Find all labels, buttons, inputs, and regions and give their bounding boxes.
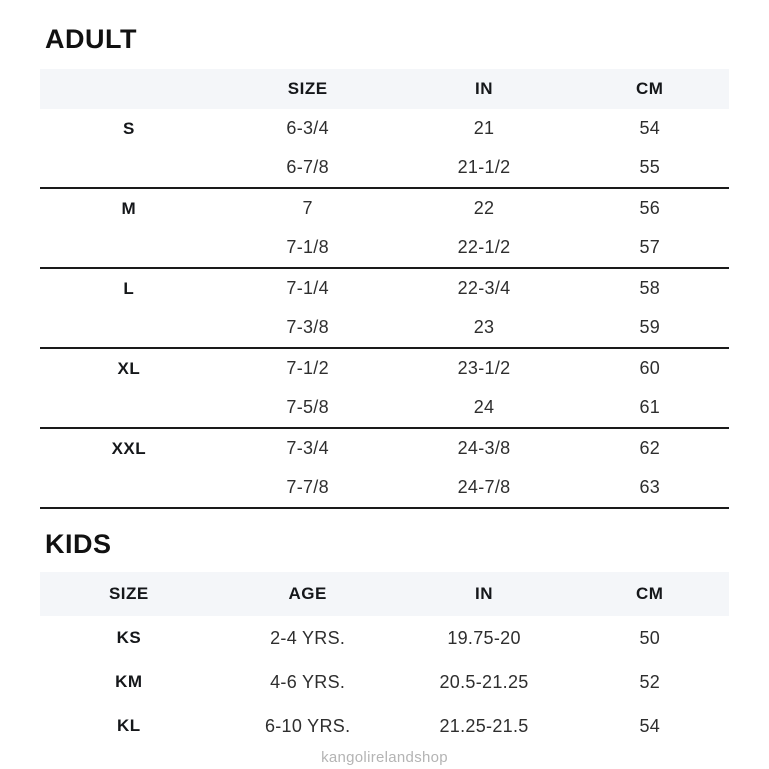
adult-cm-value: 63 — [639, 477, 661, 497]
adult-hat-size-value: 7-5/8 — [286, 397, 329, 417]
adult-cm-value: 55 — [639, 157, 661, 177]
adult-hat-size-value: 7-1/2 — [286, 358, 329, 378]
table-row — [40, 269, 729, 308]
adult-hat-size-value: 7-3/4 — [286, 438, 329, 458]
adult-col-header-in: IN — [475, 79, 494, 98]
adult-hat-size-value: 7-1/8 — [286, 237, 329, 257]
table-row — [40, 148, 729, 187]
kids-age-value: 2-4 YRS. — [270, 627, 346, 648]
adult-inches-value: 24-7/8 — [457, 477, 511, 497]
kids-cm-value: 52 — [639, 671, 661, 692]
adult-cm-value: 54 — [639, 118, 661, 138]
adult-table-header-row — [40, 69, 729, 109]
adult-inches-value: 23 — [473, 317, 495, 337]
kids-size-label: KS — [116, 628, 142, 647]
table-row — [40, 704, 729, 748]
adult-cm-value: 61 — [639, 397, 661, 417]
adult-inches-value: 22 — [473, 198, 495, 218]
adult-cm-value: 62 — [639, 438, 661, 458]
adult-size-table — [40, 69, 729, 509]
adult-cm-value: 60 — [639, 358, 661, 378]
adult-size-label: L — [123, 278, 135, 298]
kids-size-label: KL — [117, 716, 141, 735]
adult-size-label: XXL — [111, 438, 147, 458]
kids-col-header-cm: CM — [636, 584, 664, 603]
table-row — [40, 308, 729, 347]
kids-cm-value: 54 — [639, 715, 661, 736]
adult-inches-value: 22-1/2 — [457, 237, 511, 257]
kids-inches-value: 19.75-20 — [447, 627, 521, 648]
kids-cm-value: 50 — [639, 627, 661, 648]
kids-age-value: 6-10 YRS. — [264, 715, 351, 736]
table-row — [40, 349, 729, 388]
kids-inches-value: 21.25-21.5 — [439, 715, 529, 736]
kids-size-table — [40, 572, 729, 748]
adult-size-label: S — [122, 118, 135, 138]
adult-size-group-l — [40, 269, 729, 349]
adult-inches-value: 21-1/2 — [457, 157, 511, 177]
adult-inches-value: 22-3/4 — [457, 278, 511, 298]
kids-size-label: KM — [115, 672, 143, 691]
table-row — [40, 388, 729, 427]
adult-cm-value: 59 — [639, 317, 661, 337]
watermark: kangolirelandshop — [321, 749, 448, 766]
table-row — [40, 189, 729, 228]
adult-inches-value: 23-1/2 — [457, 358, 511, 378]
adult-cm-value: 58 — [639, 278, 661, 298]
kids-col-header-in: IN — [475, 584, 494, 603]
table-row — [40, 660, 729, 704]
table-row — [40, 109, 729, 148]
kids-inches-value: 20.5-21.25 — [439, 671, 529, 692]
table-row — [40, 616, 729, 660]
table-row — [40, 429, 729, 468]
adult-hat-size-value: 6-3/4 — [286, 118, 329, 138]
adult-hat-size-value: 6-7/8 — [286, 157, 329, 177]
adult-size-label: M — [121, 198, 137, 218]
adult-cm-value: 57 — [639, 237, 661, 257]
kids-section-title: KIDS — [45, 529, 112, 559]
adult-size-group-m — [40, 189, 729, 269]
adult-size-group-s — [40, 109, 729, 189]
adult-hat-size-value: 7 — [302, 198, 313, 218]
adult-hat-size-value: 7-1/4 — [286, 278, 329, 298]
table-row — [40, 228, 729, 267]
adult-section-title: ADULT — [45, 24, 137, 54]
adult-cm-value: 56 — [639, 198, 661, 218]
adult-col-header-cm: CM — [636, 79, 664, 98]
kids-age-value: 4-6 YRS. — [270, 671, 346, 692]
adult-inches-value: 21 — [473, 118, 495, 138]
kids-col-header-size: SIZE — [108, 584, 149, 603]
adult-size-group-xl — [40, 349, 729, 429]
adult-size-group-xxl — [40, 429, 729, 509]
adult-hat-size-value: 7-3/8 — [286, 317, 329, 337]
adult-inches-value: 24 — [473, 397, 495, 417]
adult-hat-size-value: 7-7/8 — [286, 477, 329, 497]
table-row — [40, 468, 729, 507]
kids-col-header-age: AGE — [288, 584, 327, 603]
kids-table-header-row — [40, 572, 729, 616]
adult-inches-value: 24-3/8 — [457, 438, 511, 458]
adult-size-label: XL — [117, 358, 141, 378]
adult-col-header-size: SIZE — [287, 79, 328, 98]
